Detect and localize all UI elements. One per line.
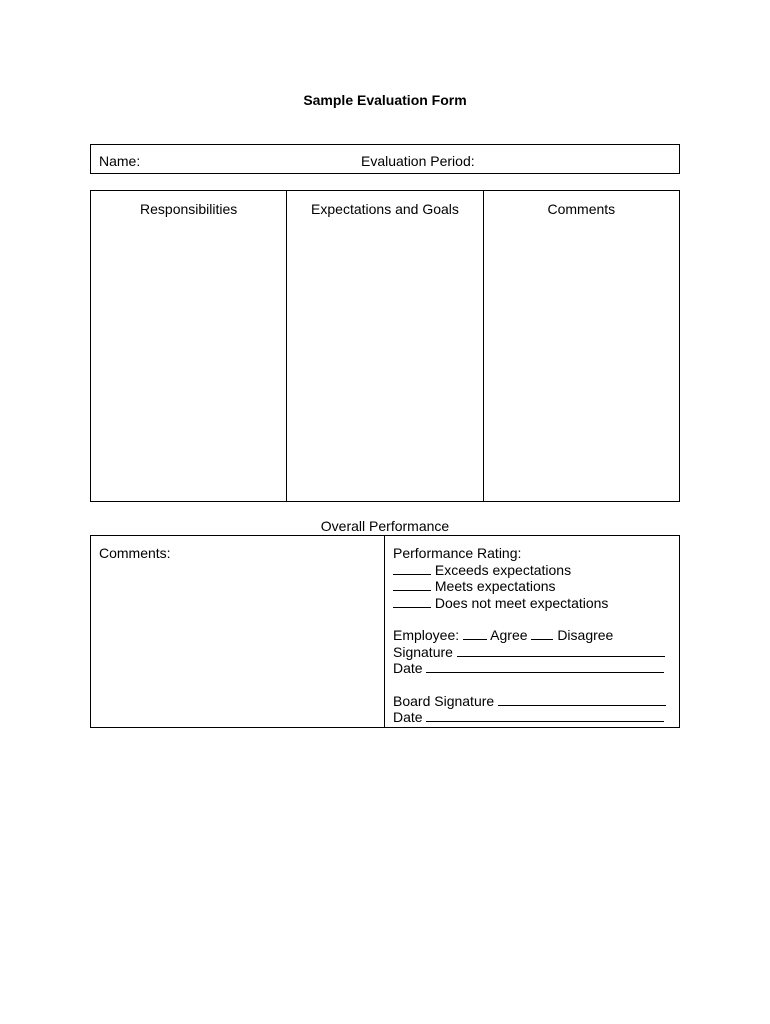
name-period-box	[90, 144, 680, 174]
date-line	[393, 660, 671, 677]
rating-option-exceeds	[393, 562, 671, 579]
name-label: Name:	[99, 153, 141, 169]
board-signature-blank[interactable]	[498, 693, 666, 706]
comments-header: Comments	[547, 201, 616, 217]
expectations-column	[287, 191, 483, 501]
comments-column	[484, 191, 679, 501]
responsibilities-header: Responsibilities	[140, 201, 238, 217]
board-date-line	[393, 709, 671, 726]
signature-line	[393, 644, 671, 661]
employee-label: Employee:	[393, 627, 460, 643]
signature-label: Signature	[393, 643, 453, 660]
signature-blank[interactable]	[457, 644, 665, 657]
overall-comments-cell	[91, 536, 385, 727]
responsibilities-column	[91, 191, 287, 501]
disagree-blank[interactable]	[531, 627, 553, 640]
board-signature-line	[393, 693, 671, 710]
does-not-meet-blank[interactable]	[393, 595, 431, 608]
meets-label: Meets expectations	[434, 578, 556, 594]
expectations-header: Expectations and Goals	[311, 201, 459, 217]
board-date-blank[interactable]	[426, 709, 664, 722]
overall-comments-label: Comments:	[99, 545, 171, 561]
employee-line	[393, 627, 671, 644]
exceeds-label: Exceeds expectations	[434, 561, 572, 578]
date-blank[interactable]	[426, 660, 664, 673]
date-label: Date	[393, 660, 423, 676]
performance-table	[90, 535, 680, 728]
does-not-meet-label: Does not meet expectations	[434, 594, 609, 611]
rating-label: Performance Rating:	[393, 545, 522, 561]
exceeds-blank[interactable]	[393, 562, 431, 575]
overall-performance-heading: Overall Performance	[320, 518, 450, 534]
responsibilities-table	[90, 190, 680, 502]
board-date-label: Date	[393, 709, 423, 725]
rating-option-meets	[393, 578, 671, 595]
rating-option-does-not-meet	[393, 595, 671, 612]
board-signature-label: Board Signature	[393, 692, 495, 709]
evaluation-period-label: Evaluation Period:	[361, 153, 475, 169]
disagree-label: Disagree	[557, 627, 614, 643]
agree-label: Agree	[490, 627, 528, 643]
agree-blank[interactable]	[463, 627, 487, 640]
meets-blank[interactable]	[393, 578, 431, 591]
rating-cell	[385, 536, 679, 727]
form-title: Sample Evaluation Form	[303, 92, 467, 108]
